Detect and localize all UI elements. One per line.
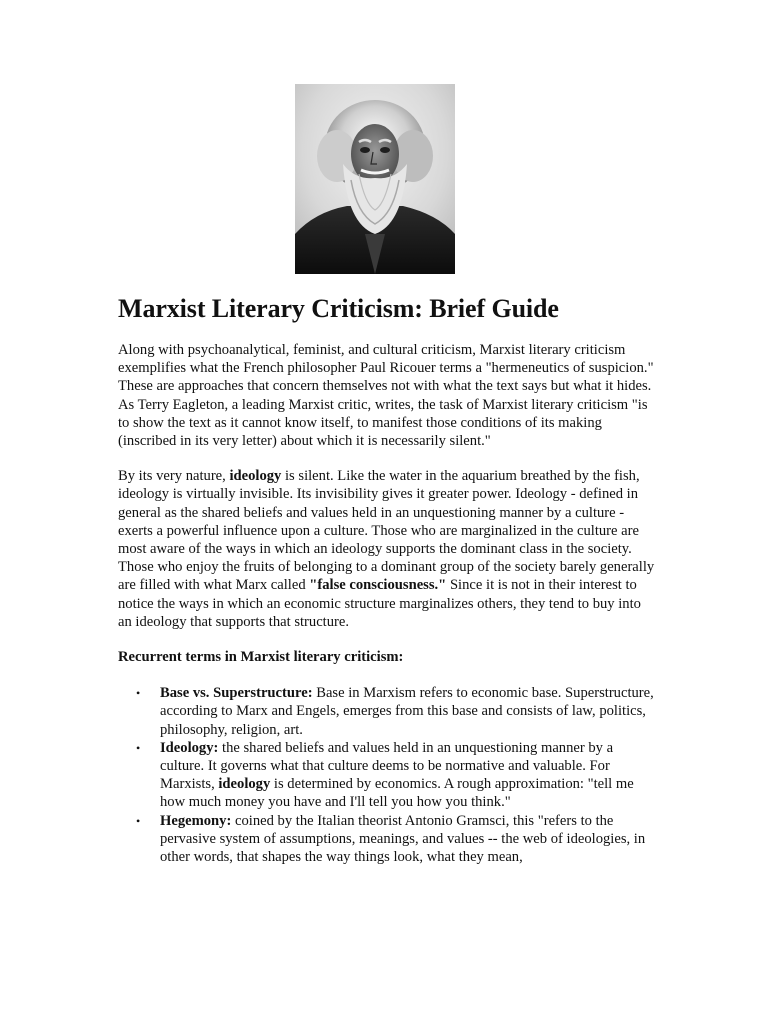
bullet-icon: • — [136, 813, 141, 828]
terms-list — [118, 684, 658, 866]
term-label: Base vs. Superstructure: — [160, 685, 313, 702]
portrait-photo — [295, 84, 455, 274]
false-consciousness-bold: "false consciousness." — [309, 577, 447, 594]
list-item — [118, 739, 658, 812]
intro-paragraph: Along with psychoanalytical, feminist, and cultural criticism, Marxist literary criticism exemplifies what the French philosopher Paul Ricouer terms a "hermeneutics of suspicion." These are approaches that concern themselves not with what the text says but what it hides. As Terry Eagleton, a leading Marxist critic, writes, the task of Marxist literary criticism "is to show the text as it cannot know itself, to manifest those conditions of its making (inscribed in its very letter) about which it is necessarily silent." — [118, 342, 654, 450]
list-item — [118, 812, 658, 867]
ideology-text-3: Since it is not in their interest to notice the ways in which an economic structure marginalizes others, they tend to buy into an ideology that supports that structure. — [118, 577, 641, 630]
term-definition: Base in Marxism refers to economic base. Superstructure, according to Marx and Engels, emerges from this base and consists of law, politics, philosophy, religion, art. — [160, 685, 654, 738]
ideology-text-2: is silent. Like the water in the aquarium breathed by the fish, ideology is virtually invisible. Its invisibility gives it greater power. Ideology - defined in general as the shared beliefs and values held in an unquestioning manner by a culture - exerts a powerful influence upon a culture. Those who are marginalized in the culture are most aware of the ways in which an ideology supports the dominant class in the society. Those who enjoy the fruits of belonging to a dominant group of the society barely generally are filled with what Marx called — [118, 468, 655, 594]
ideology-bold-term: ideology — [229, 468, 282, 485]
term-definition: the shared beliefs and values held in an unquestioning manner by a culture. It governs what that culture deems to be normative and valuable. For Marxists, — [160, 739, 614, 793]
terms-heading: Recurrent terms in Marxist literary criticism: — [118, 649, 404, 666]
term-label: Ideology: — [160, 739, 219, 756]
list-item — [118, 684, 658, 739]
term-definition: coined by the Italian theorist Antonio Gramsci, this "refers to the pervasive system of assumptions, meanings, and values -- the web of ideologies, in other words, that shapes the way things look, what they mean, — [160, 812, 646, 866]
term-definition-continued: is determined by economics. A rough approximation: "tell me how much money you have and I'll tell you how you think." — [160, 776, 634, 811]
term-inline-bold: ideology — [218, 776, 271, 793]
document-title: Marxist Literary Criticism: Brief Guide — [118, 294, 559, 323]
document-page — [118, 84, 658, 866]
portrait-container — [105, 84, 645, 274]
ideology-text-1: By its very nature, — [118, 468, 230, 485]
ideology-paragraph — [118, 467, 658, 631]
term-label: Hegemony: — [160, 812, 232, 829]
bullet-icon: • — [136, 686, 141, 701]
bullet-icon: • — [136, 740, 141, 755]
